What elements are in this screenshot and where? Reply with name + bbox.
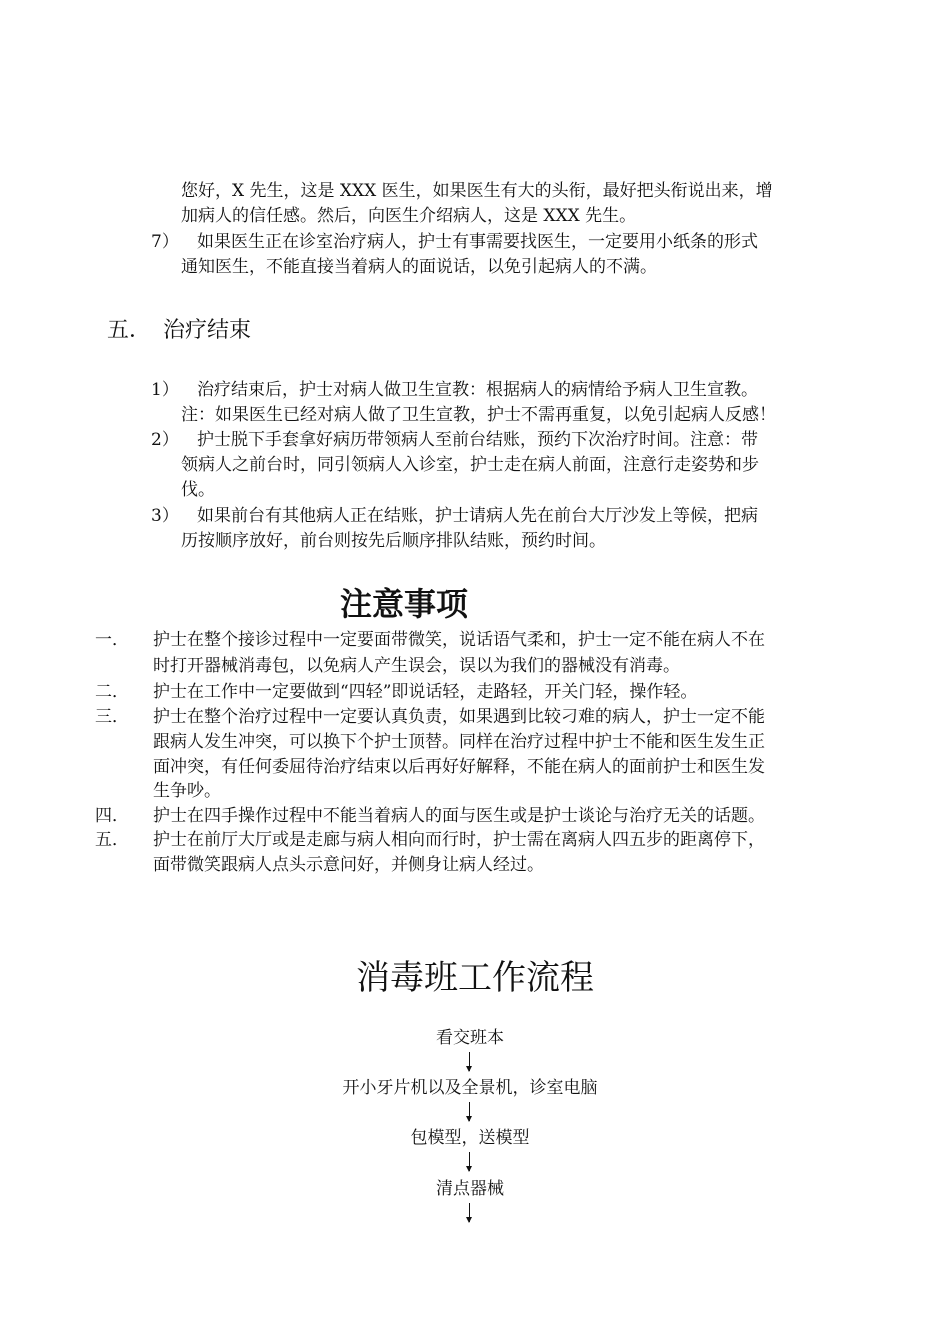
note-number: 一． xyxy=(95,630,129,650)
paragraph-line: 跟病人发生冲突，可以换下个护士顶替。同样在治疗过程中护士不能和医生发生正 xyxy=(153,732,765,752)
flow-title: 消毒班工作流程 xyxy=(356,958,594,998)
flow-arrow-down-icon xyxy=(469,1102,470,1121)
paragraph-line: 护士在整个治疗过程中一定要认真负责，如果遇到比较刁难的病人，护士一定不能 xyxy=(153,707,765,727)
flow-step-1: 看交班本 xyxy=(436,1028,504,1048)
paragraph-line: 注：如果医生已经对病人做了卫生宣教，护士不需再重复，以免引起病人反感！ xyxy=(181,405,776,425)
paragraph-line: 护士脱下手套拿好病历带领病人至前台结账，预约下次治疗时间。注意：带 xyxy=(197,430,758,450)
note-number: 四． xyxy=(95,806,129,826)
paragraph-line: 时打开器械消毒包，以免病人产生误会，误以为我们的器械没有消毒。 xyxy=(153,656,680,676)
flow-arrow-down-icon xyxy=(469,1203,470,1222)
note-number: 三． xyxy=(95,707,129,727)
paragraph-line: 历按顺序放好，前台则按先后顺序排队结账，预约时间。 xyxy=(181,531,606,551)
note-number: 二． xyxy=(95,682,129,702)
paragraph-line: 面冲突，有任何委屈待治疗结束以后再好好解释，不能在病人的面前护士和医生发 xyxy=(153,757,765,777)
list-item-number: 7） xyxy=(151,232,179,252)
flow-step-2: 开小牙片机以及全景机，诊室电脑 xyxy=(342,1078,598,1098)
paragraph-line: 护士在工作中一定要做到“四轻”即说话轻，走路轻，开关门轻，操作轻。 xyxy=(153,682,698,702)
section-heading xyxy=(107,316,251,346)
list-item-number: 1） xyxy=(151,380,179,400)
note-number: 五． xyxy=(95,830,129,850)
paragraph-line: 治疗结束后，护士对病人做卫生宣教：根据病人的病情给予病人卫生宣教。 xyxy=(197,380,758,400)
paragraph-line: 面带微笑跟病人点头示意问好，并侧身让病人经过。 xyxy=(153,855,544,875)
paragraph-line: 如果医生正在诊室治疗病人，护士有事需要找医生，一定要用小纸条的形式 xyxy=(197,232,758,252)
paragraph-line: 护士在前厅大厅或是走廊与病人相向而行时，护士需在离病人四五步的距离停下， xyxy=(153,830,765,850)
paragraph-line: 护士在四手操作过程中不能当着病人的面与医生或是护士谈论与治疗无关的话题。 xyxy=(153,806,765,826)
section-number: 五． xyxy=(107,318,152,343)
list-item-number: 2） xyxy=(151,430,179,450)
flow-arrow-down-icon xyxy=(469,1152,470,1171)
flow-step-3: 包模型，送模型 xyxy=(410,1128,530,1148)
section-title: 治疗结束 xyxy=(163,318,252,343)
paragraph-line: 如果前台有其他病人正在结账，护士请病人先在前台大厅沙发上等候，把病 xyxy=(197,506,758,526)
list-item-number: 3） xyxy=(151,506,179,526)
flow-step-4: 清点器械 xyxy=(436,1179,504,1199)
paragraph-line: 加病人的信任感。然后，向医生介绍病人，这是 XXX 先生。 xyxy=(181,206,637,226)
notes-title: 注意事项 xyxy=(340,585,469,623)
paragraph-line: 护士在整个接诊过程中一定要面带微笑，说话语气柔和，护士一定不能在病人不在 xyxy=(153,630,765,650)
paragraph-line: 您好，X 先生，这是 XXX 医生，如果医生有大的头衔，最好把头衔说出来，增 xyxy=(181,181,773,201)
paragraph-line: 伐。 xyxy=(181,480,215,500)
paragraph-line: 通知医生，不能直接当着病人的面说话，以免引起病人的不满。 xyxy=(181,257,657,277)
flow-arrow-down-icon xyxy=(469,1052,470,1071)
paragraph-line: 领病人之前台时，同引领病人入诊室，护士走在病人前面，注意行走姿势和步 xyxy=(181,455,759,475)
paragraph-line: 生争吵。 xyxy=(153,781,221,801)
